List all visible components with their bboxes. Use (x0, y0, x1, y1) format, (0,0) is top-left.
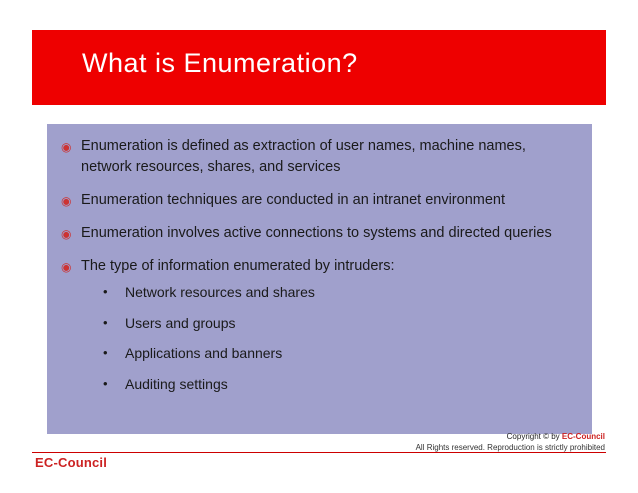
bullet-text: Enumeration techniques are conducted in an intranet environment (81, 192, 505, 209)
sub-list-item (81, 375, 581, 395)
sub-bullet-text: Applications and banners (125, 345, 283, 362)
list-item (61, 223, 581, 244)
copyright-notice (416, 432, 605, 454)
title-band (32, 30, 606, 105)
sub-bullet-marker-icon: • (103, 314, 108, 330)
sub-bullet-text: Users and groups (125, 314, 236, 331)
footer-divider (32, 452, 606, 453)
bullet-text: The type of information enumerated by intruders: (81, 258, 395, 275)
page-title: What is Enumeration? (82, 48, 358, 78)
bullet-marker-icon: ◉ (61, 227, 72, 242)
list-item (61, 256, 581, 405)
list-item (61, 136, 581, 178)
sub-bullet-marker-icon: • (103, 284, 108, 300)
copyright-line-2: All Rights reserved. Reproduction is strictly prohibited (415, 442, 605, 452)
bullet-marker-icon: ◉ (61, 194, 72, 209)
sub-bullet-marker-icon: • (103, 375, 108, 391)
sub-bullet-text: Network resources and shares (125, 284, 315, 301)
sub-list-item (81, 344, 581, 364)
sub-bullet-text: Auditing settings (125, 375, 228, 392)
copyright-brand: EC-Council (561, 432, 605, 441)
sub-list-item (81, 314, 581, 334)
bullet-marker-icon: ◉ (61, 260, 72, 275)
copyright-prefix: Copyright © by (506, 432, 562, 441)
bullet-list (61, 136, 581, 417)
sub-bullet-marker-icon: • (103, 345, 108, 361)
sub-bullet-list (81, 283, 581, 394)
copyright-line-1 (416, 432, 605, 443)
sub-list-item (81, 283, 581, 303)
bullet-text: Enumeration is defined as extraction of user names, machine names, network resources, shares, and services (81, 138, 526, 176)
content-panel (47, 124, 592, 434)
footer-logo: EC-Council (35, 455, 108, 470)
bullet-text: Enumeration involves active connections to systems and directed queries (81, 225, 552, 242)
list-item (61, 190, 581, 211)
bullet-marker-icon: ◉ (61, 140, 72, 154)
